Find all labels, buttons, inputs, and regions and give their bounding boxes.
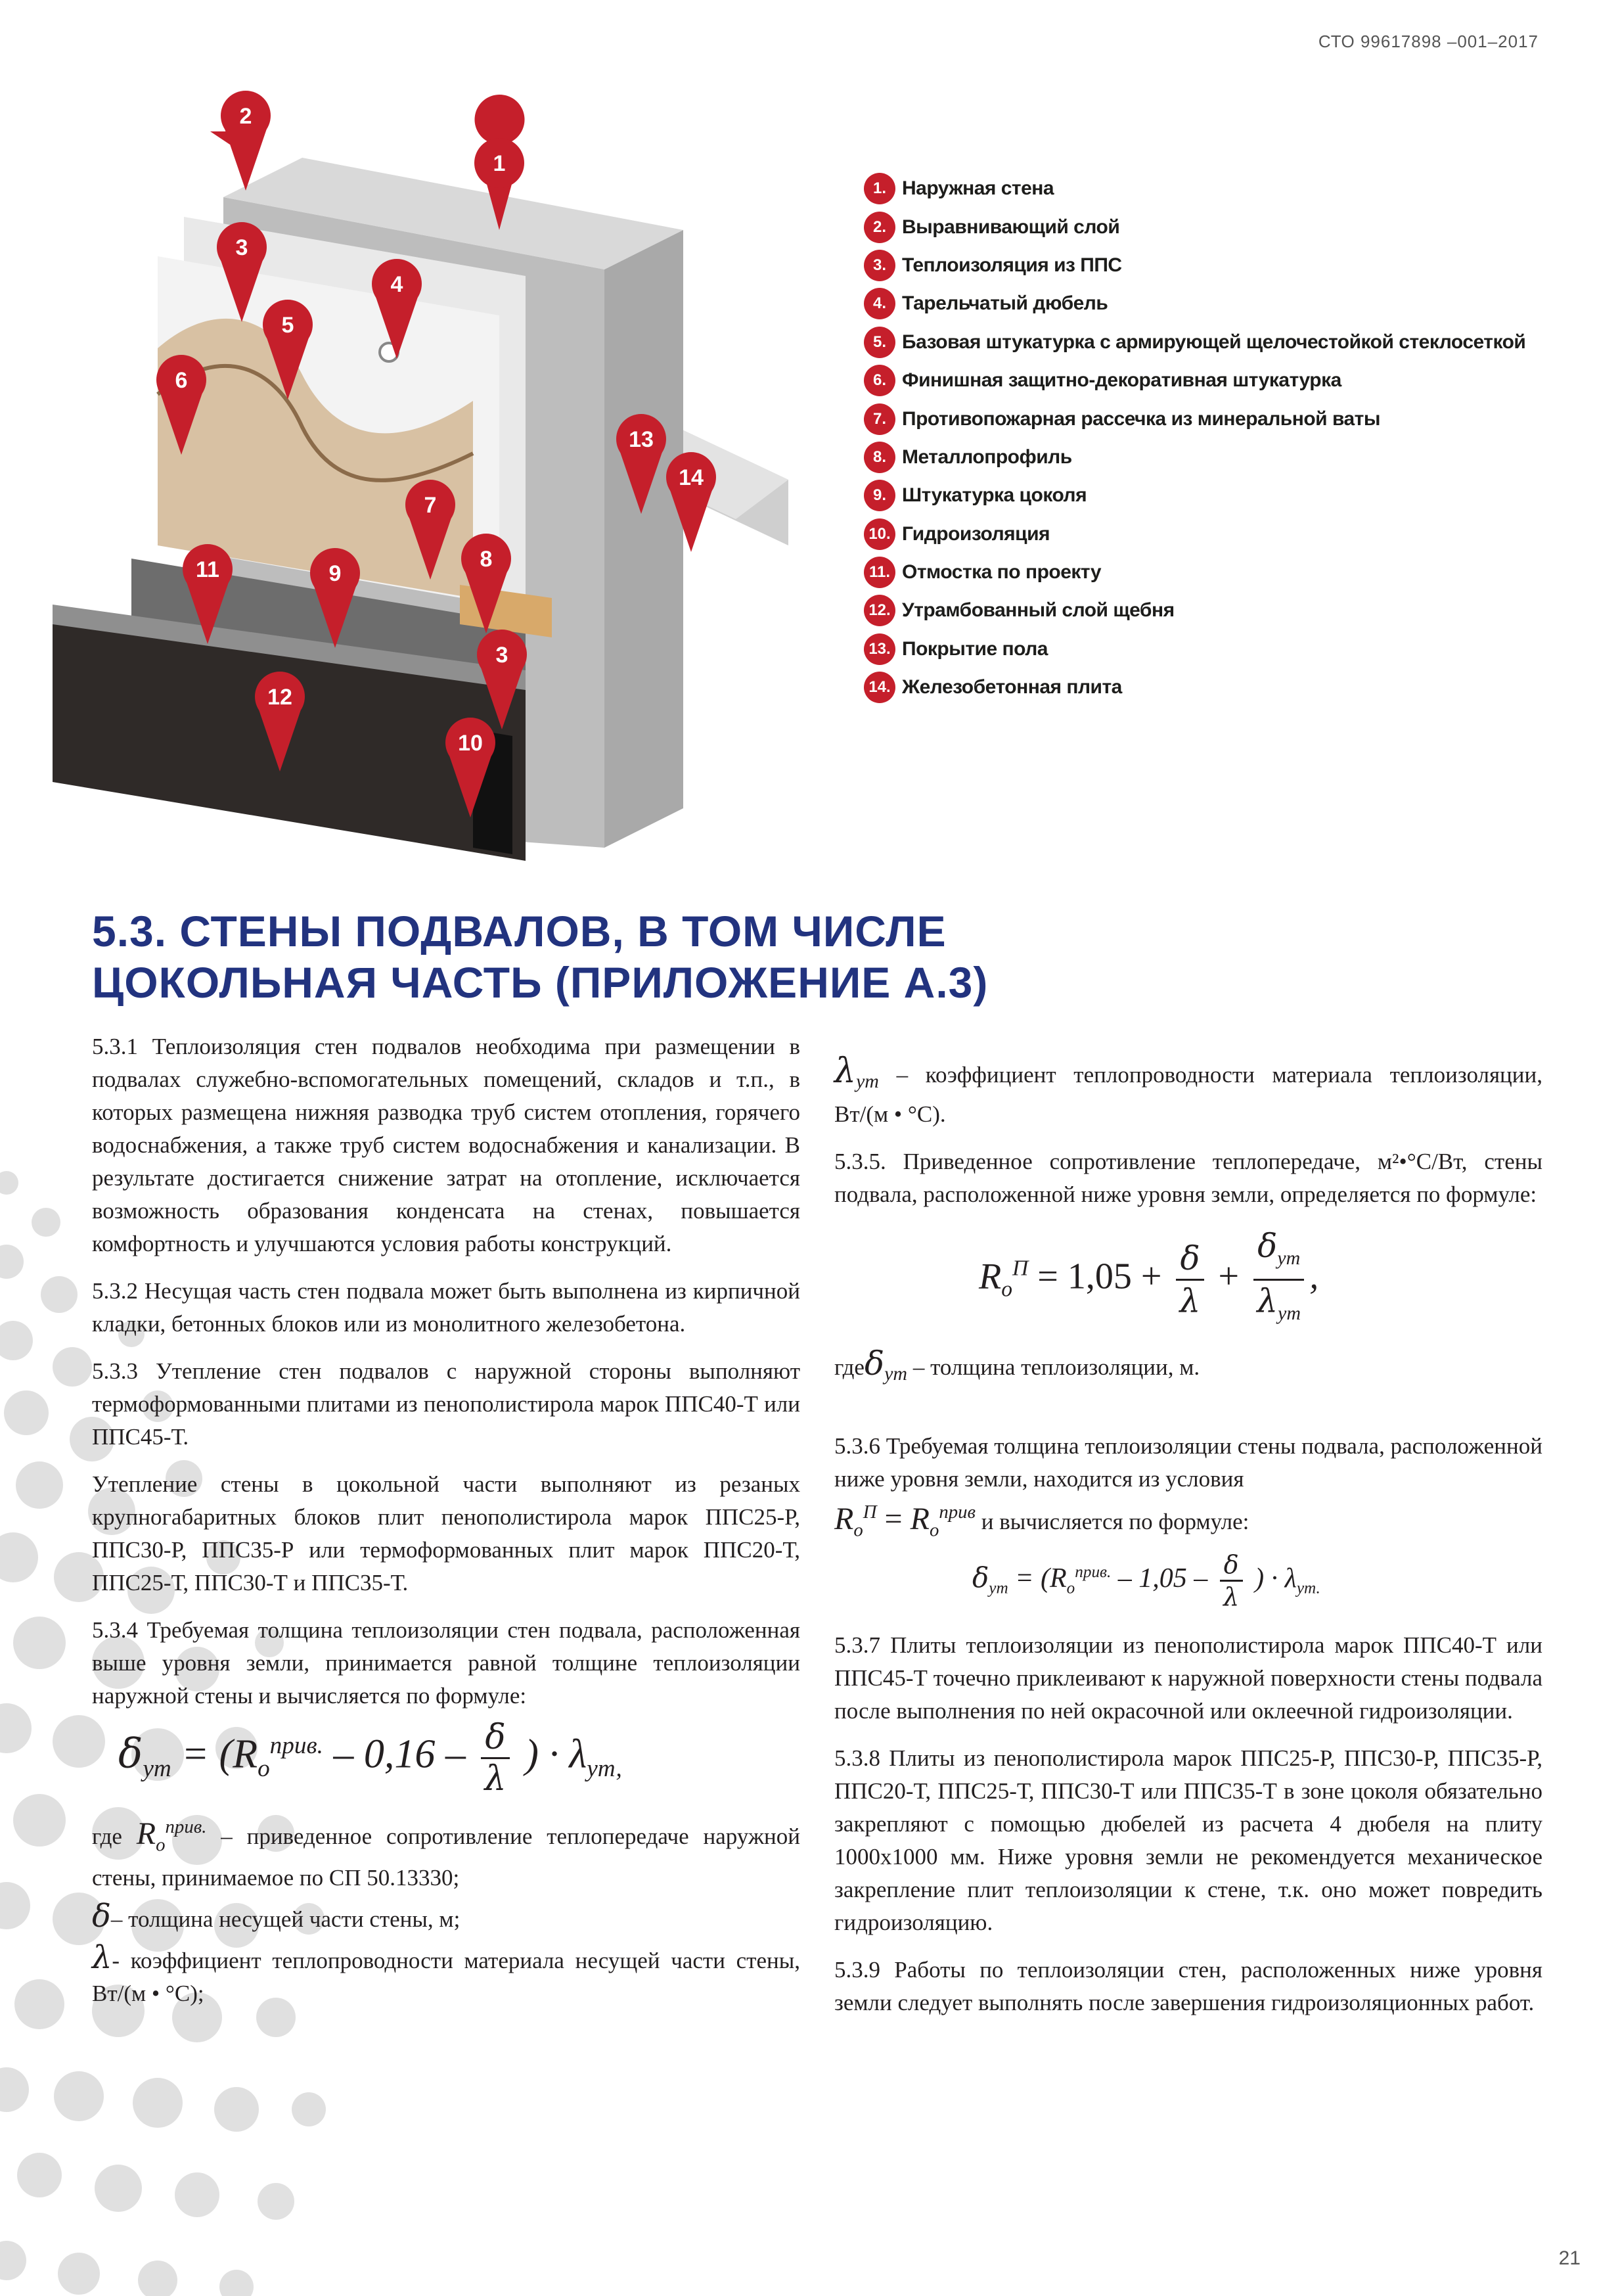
legend-label: Железобетонная плита bbox=[902, 676, 1122, 699]
paragraph-text: 5.3.6 Требуемая толщина теплоизоляции стены подвала, расположенной ниже уровня земли, находится из условия bbox=[834, 1433, 1542, 1492]
formula-text: , bbox=[1309, 1256, 1319, 1297]
map-pin-icon bbox=[210, 91, 271, 191]
formula-superscript: прив bbox=[939, 1502, 976, 1523]
svg-text:13: 13 bbox=[629, 427, 654, 452]
definition-text: – толщина несущей части стены, м; bbox=[110, 1906, 461, 1932]
formula-subscript: ут bbox=[143, 1755, 171, 1783]
fraction-denominator bbox=[1257, 1281, 1301, 1334]
formula-symbol: δ bbox=[118, 1729, 143, 1778]
legend-label: Тарельчатый дюбель bbox=[902, 292, 1108, 315]
symbol-lambda: λ bbox=[1257, 1282, 1278, 1320]
paragraph-5-3-5: 5.3.5. Приведенное сопротивление теплопередаче, м²•°С/Вт, стены подвала, расположенной ниже уровня земли, определяется по формуле: bbox=[834, 1149, 1542, 1207]
paragraph-5-3-2: 5.3.2 Несущая часть стен подвала может быть выполнена из кирпичной кладки, бетонных блоков или из монолитного железобетона. bbox=[92, 1278, 800, 1337]
formula-text: ) · λ bbox=[1255, 1563, 1297, 1594]
formula-reduced-resistance bbox=[834, 1226, 1542, 1334]
svg-text:7: 7 bbox=[424, 493, 437, 518]
paragraph-5-3-9: 5.3.9 Работы по теплоизоляции стен, расположенных ниже уровня земли следует выполнять после завершения гидроизоляционных работ. bbox=[834, 1956, 1542, 2015]
svg-text:4: 4 bbox=[390, 272, 403, 297]
left-column bbox=[92, 1030, 800, 2025]
legend-item bbox=[864, 170, 1600, 208]
symbol-delta: δ bbox=[864, 1344, 885, 1383]
legend-number-badge: 1. bbox=[864, 173, 895, 204]
fraction-numerator: δ bbox=[1176, 1238, 1204, 1281]
legend-item bbox=[864, 515, 1600, 553]
svg-text:2: 2 bbox=[239, 104, 252, 129]
symbol-lambda: λ bbox=[92, 1939, 112, 1976]
fraction-numerator: δ bbox=[1220, 1550, 1243, 1582]
fraction-denominator: λ bbox=[484, 1758, 506, 1799]
formula-fraction bbox=[481, 1718, 509, 1799]
legend-item bbox=[864, 323, 1600, 361]
wall-section-diagram bbox=[53, 85, 828, 874]
fraction-denominator: λ bbox=[1179, 1282, 1201, 1320]
formula-superscript: П bbox=[863, 1502, 877, 1523]
legend-label: Теплоизоляция из ППС bbox=[902, 254, 1122, 276]
svg-text:14: 14 bbox=[679, 465, 704, 490]
symbol-delta: δ bbox=[92, 1897, 111, 1935]
legend-item bbox=[864, 285, 1600, 323]
formula-text: R bbox=[979, 1256, 1002, 1297]
formula-fraction bbox=[1176, 1238, 1204, 1321]
legend-label: Штукатурка цоколя bbox=[902, 484, 1087, 507]
section-title bbox=[92, 906, 1077, 1008]
condition-formula bbox=[834, 1502, 976, 1541]
formula-text: = 1,05 + bbox=[1037, 1256, 1162, 1297]
formula-fraction bbox=[1253, 1226, 1304, 1334]
definition-delta bbox=[92, 1897, 800, 1936]
paragraph-5-3-3: 5.3.3 Утепление стен подвалов с наружной стороны выполняют термоформованными плитами из пенополистирола марок ППС40-Т или ППС45-Т. bbox=[92, 1358, 800, 1450]
definition-r-reduced bbox=[92, 1810, 800, 1894]
legend-label: Утрамбованный слой щебня bbox=[902, 599, 1175, 622]
legend-number-badge: 2. bbox=[864, 212, 895, 243]
paragraph-text: и вычисляется по формуле: bbox=[981, 1509, 1249, 1534]
symbol-r: R bbox=[910, 1502, 930, 1536]
formula-text: + bbox=[1218, 1256, 1240, 1297]
svg-text:11: 11 bbox=[196, 557, 219, 582]
fraction-numerator: δ bbox=[481, 1718, 509, 1759]
legend-label: Финишная защитно-декоративная штукатурка bbox=[902, 369, 1341, 392]
fraction-numerator bbox=[1253, 1226, 1304, 1281]
definition-delta-insulation bbox=[834, 1344, 1542, 1390]
fraction-denominator: λ bbox=[1223, 1582, 1240, 1611]
definition-text: - коэффициент теплопроводности материала несущей части стены, Вт/(м • °С); bbox=[92, 1947, 800, 2006]
legend-item bbox=[864, 630, 1600, 668]
formula-superscript: прив. bbox=[1075, 1563, 1112, 1581]
diagram-legend bbox=[864, 170, 1600, 706]
formula-text: ) · λ bbox=[525, 1732, 587, 1777]
document-code: СТО 99617898 –001–2017 bbox=[1318, 32, 1539, 51]
section-title-line: ЦОКОЛЬНАЯ ЧАСТЬ (ПРИЛОЖЕНИЕ А.3) bbox=[92, 958, 989, 1007]
formula-symbol bbox=[136, 1816, 207, 1856]
legend-label: Выравнивающий слой bbox=[902, 216, 1120, 238]
svg-text:3: 3 bbox=[235, 235, 248, 260]
formula-subscript: ут. bbox=[1296, 1579, 1320, 1597]
paragraph-5-3-4: 5.3.4 Требуемая толщина теплоизоляции стен подвала, расположенная выше уровня земли, принимается равной толщине теплоизоляции наружной стены и вычисляется по формуле: bbox=[92, 1617, 800, 1709]
legend-label: Противопожарная рассечка из минеральной ваты bbox=[902, 407, 1380, 430]
paragraph-5-3-3-plinth: Утепление стены в цокольной части выполняют из резаных крупногабаритных блоков плит пенополистирола марок ППС25-Р, ППС30-Р, ППС35-Р или термоформованных плит марок ППС20-Т, ППС25-Т, ППС30-Т и ППС35-Т. bbox=[92, 1471, 800, 1596]
right-column bbox=[834, 1051, 1542, 2034]
legend-item bbox=[864, 476, 1600, 515]
exterior-wall-side bbox=[604, 230, 683, 848]
legend-number-badge: 9. bbox=[864, 480, 895, 511]
legend-number-badge: 7. bbox=[864, 403, 895, 435]
legend-number-badge: 10. bbox=[864, 518, 895, 550]
definition-prefix: где bbox=[834, 1354, 865, 1380]
formula-superscript: прив. bbox=[165, 1816, 207, 1838]
legend-item bbox=[864, 246, 1600, 285]
svg-text:3: 3 bbox=[495, 643, 508, 668]
definition-text: – приведенное сопротивление теплопередаче наружной стены, принимаемое по СП 50.13330; bbox=[92, 1824, 800, 1891]
legend-number-badge: 5. bbox=[864, 327, 895, 358]
formula-subscript: о bbox=[853, 1519, 863, 1541]
formula-insulation-above-ground bbox=[92, 1716, 800, 1799]
definition-prefix: где bbox=[92, 1824, 122, 1850]
formula-subscript: ут bbox=[855, 1070, 879, 1092]
legend-item bbox=[864, 438, 1600, 476]
paragraph-5-3-7: 5.3.7 Плиты теплоизоляции из пенополистирола марок ППС40-Т или ППС45-Т точечно приклеивают к наружной поверхности стены подвала после выполнения по ней окрасочной или оклеечной гидроизоляции. bbox=[834, 1632, 1542, 1724]
svg-text:10: 10 bbox=[458, 731, 483, 756]
legend-number-badge: 14. bbox=[864, 672, 895, 703]
legend-label: Наружная стена bbox=[902, 177, 1054, 200]
legend-number-badge: 3. bbox=[864, 250, 895, 281]
formula-text: = (R bbox=[181, 1732, 258, 1777]
definition-lambda-insulation bbox=[834, 1051, 1542, 1131]
formula-insulation-below-ground bbox=[834, 1550, 1542, 1612]
legend-item bbox=[864, 208, 1600, 246]
symbol-lambda: λ bbox=[834, 1051, 856, 1091]
formula-subscript: о bbox=[156, 1834, 166, 1856]
formula-subscript: ут bbox=[1277, 1247, 1301, 1269]
legend-label: Покрытие пола bbox=[902, 637, 1048, 660]
symbol-r: R bbox=[136, 1816, 156, 1852]
legend-number-badge: 4. bbox=[864, 288, 895, 319]
legend-label: Отмостка по проекту bbox=[902, 561, 1102, 584]
paragraph-5-3-6 bbox=[834, 1430, 1542, 1547]
legend-item bbox=[864, 400, 1600, 438]
formula-subscript: о bbox=[929, 1519, 939, 1541]
definition-lambda bbox=[92, 1941, 800, 2010]
svg-text:9: 9 bbox=[328, 561, 342, 586]
formula-subscript: о bbox=[258, 1755, 270, 1783]
symbol-r: R bbox=[834, 1502, 854, 1536]
formula-subscript: ут bbox=[884, 1363, 908, 1385]
formula-subscript: ут bbox=[1278, 1302, 1301, 1324]
paragraph-5-3-8: 5.3.8 Плиты из пенополистирола марок ППС25-Р, ППС30-Р, ППС35-Р, ППС20-Т, ППС25-Т, ППС30-Т или ППС35-Т в зоне цоколя обязательно закрепляют с помощью дюбелей из расчета 4 дюбеля на плиту 1000х1000 мм. Ниже уровня земли не рекомендуется механическое закрепление плит теплоизоляции к стене, т.к. оно может повредить гидроизоляцию. bbox=[834, 1745, 1542, 1935]
legend-item bbox=[864, 591, 1600, 630]
formula-subscript: о bbox=[1066, 1579, 1075, 1597]
formula-subscript: ут, bbox=[587, 1755, 622, 1783]
symbol-delta: δ bbox=[972, 1561, 989, 1594]
legend-number-badge: 6. bbox=[864, 365, 895, 396]
formula-text: = (R bbox=[1015, 1563, 1067, 1594]
legend-label: Металлопрофиль bbox=[902, 446, 1072, 468]
legend-item bbox=[864, 668, 1600, 706]
definition-text: – толщина теплоизоляции, м. bbox=[907, 1354, 1200, 1380]
formula-subscript: о bbox=[1001, 1277, 1013, 1302]
svg-text:6: 6 bbox=[175, 368, 188, 393]
legend-item bbox=[864, 361, 1600, 400]
formula-superscript: прив. bbox=[269, 1732, 323, 1759]
formula-text: = bbox=[884, 1502, 903, 1536]
formula-text: – 1,05 – bbox=[1117, 1563, 1208, 1594]
legend-number-badge: 11. bbox=[864, 557, 895, 588]
svg-text:8: 8 bbox=[480, 547, 493, 572]
formula-text: – 0,16 – bbox=[333, 1732, 466, 1777]
section-title-line: 5.3. СТЕНЫ ПОДВАЛОВ, В ТОМ ЧИСЛЕ bbox=[92, 907, 947, 955]
legend-number-badge: 13. bbox=[864, 633, 895, 665]
definition-text: – коэффициент теплопроводности материала теплоизоляции, Вт/(м • °С). bbox=[834, 1062, 1542, 1127]
legend-number-badge: 12. bbox=[864, 595, 895, 626]
svg-text:12: 12 bbox=[267, 685, 292, 710]
svg-text:5: 5 bbox=[281, 313, 294, 338]
page-number: 21 bbox=[1558, 2247, 1581, 2269]
legend-item bbox=[864, 553, 1600, 591]
formula-superscript: П bbox=[1012, 1256, 1029, 1281]
paragraph-5-3-1: 5.3.1 Теплоизоляция стен подвалов необходима при размещении в подвалах служебно-вспомогательных помещений, складов и т.п., в которых размещена нижняя разводка труб систем отопления, горячего водоснабжения, а также труб систем водоснабжения и канализации. В результате достигается снижение затрат на отопление, исключается возможность образования конденсата на стенах, повышается комфортность и улучшаются условия работы конструкций. bbox=[92, 1034, 800, 1256]
legend-label: Базовая штукатурка с армирующей щелочестойкой стеклосеткой bbox=[902, 331, 1526, 353]
svg-text:1: 1 bbox=[493, 151, 506, 176]
formula-fraction bbox=[1220, 1550, 1243, 1612]
legend-label: Гидроизоляция bbox=[902, 522, 1050, 545]
legend-number-badge: 8. bbox=[864, 442, 895, 473]
symbol-delta: δ bbox=[1257, 1227, 1278, 1265]
formula-subscript: ут bbox=[989, 1579, 1008, 1597]
